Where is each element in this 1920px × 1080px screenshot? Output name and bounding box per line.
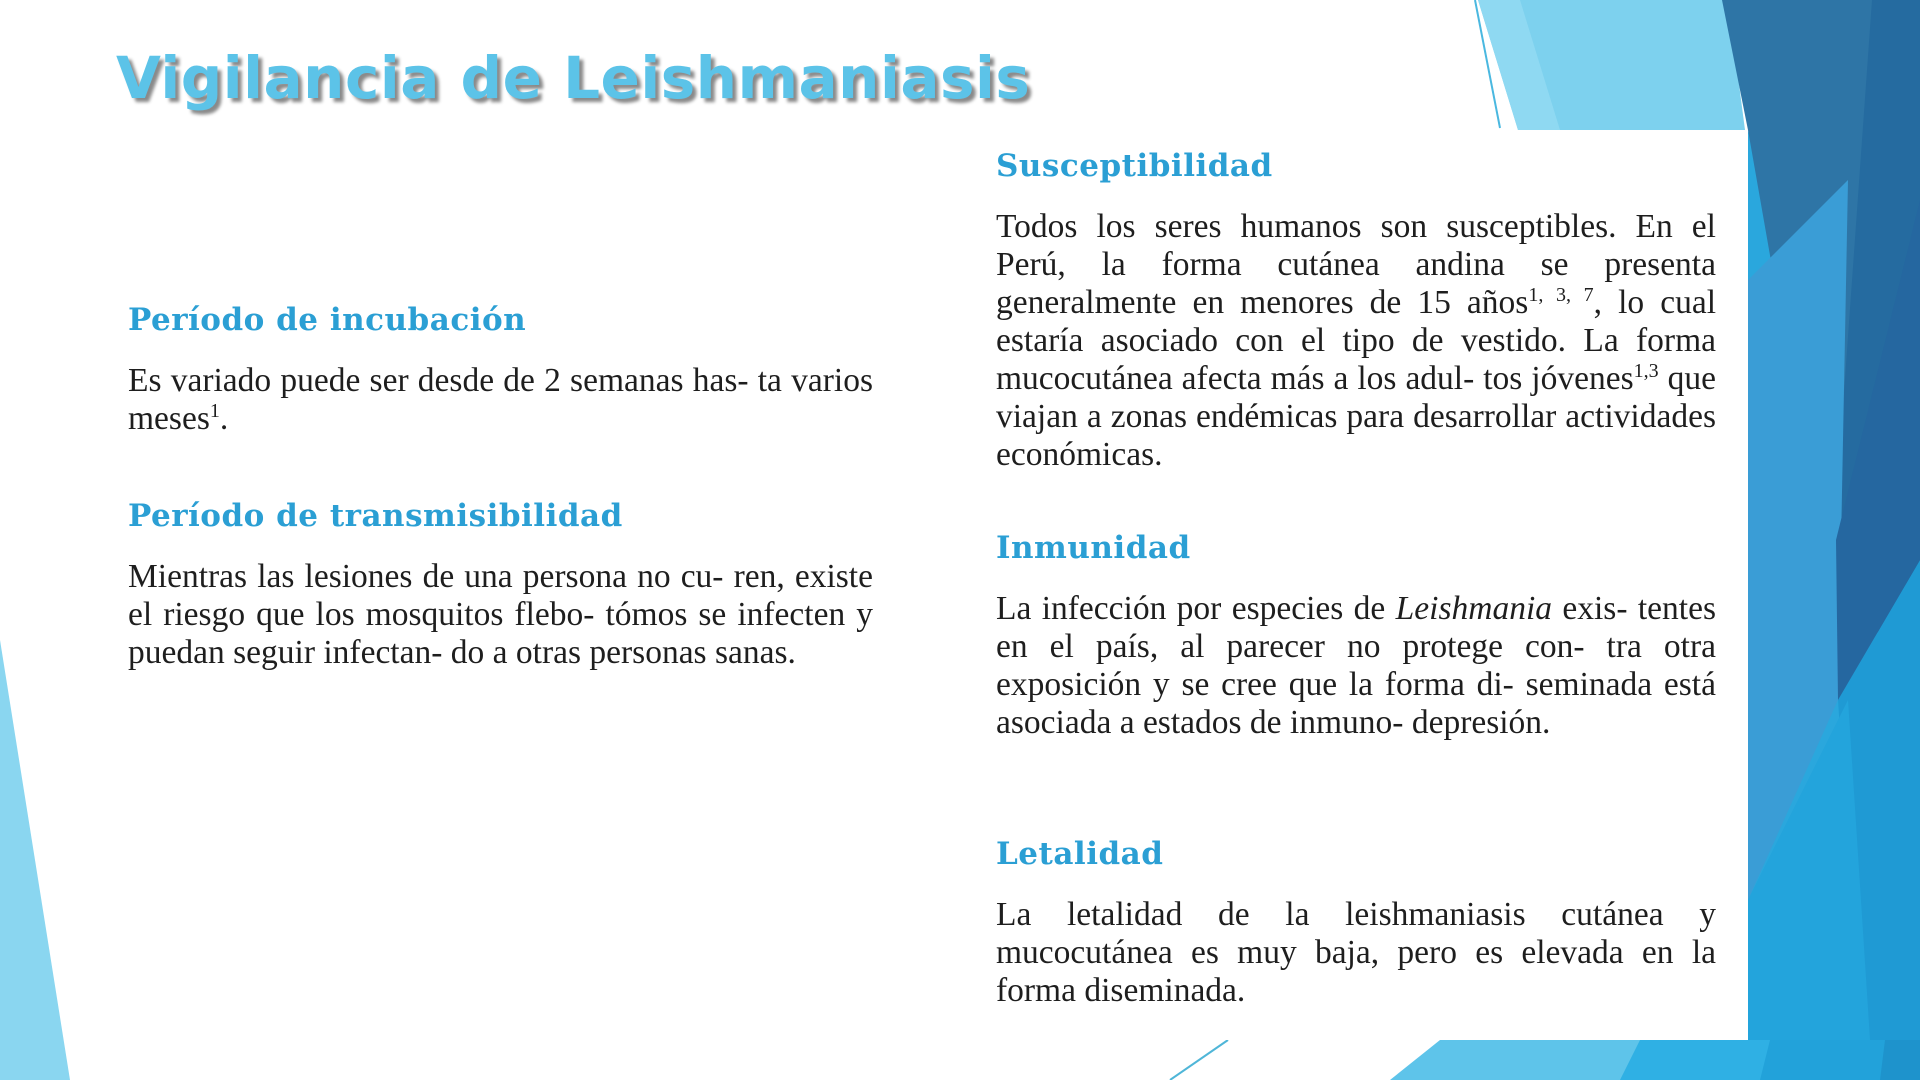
section-heading: Período de transmisibilidad (128, 498, 623, 534)
section-body: La letalidad de la leishmaniasis cutánea y mucocutánea es muy baja, pero es elevada en la forma diseminada. (996, 896, 1716, 1009)
footnote-ref: 1, 3, 7 (1528, 283, 1594, 306)
section-body: Todos los seres humanos son susceptibles. En el Perú, la forma cutánea andina se presenta generalmente en menores de 15 años$^{1, 3, 7}$, lo cual estaría asociado con el tipo de vestido. La forma mucocutánea afecta más a los adul- tos jóvenes$^{1,3}$ que viajan a zonas endémicas para desarrollar actividades económicas. (996, 208, 1717, 473)
section-heading: Susceptibilidad (996, 148, 1273, 184)
section-incubation-period (128, 302, 873, 438)
section-heading: Período de incubación (128, 302, 527, 338)
section-body: La infección por especies de Leishmania exis- tentes en el país, al parecer no protege con- tra otra exposición y se cree que la forma di- seminada está asociada a estados de inmuno- depresión. (996, 590, 1716, 741)
section-heading: Inmunidad (996, 530, 1191, 566)
section-body: Mientras las lesiones de una persona no cu- ren, existe el riesgo que los mosquitos flebo- tómos se infecten y puedan seguir infectan- do a otras personas sanas. (128, 558, 873, 671)
slide-title: Vigilancia de Leishmaniasis (116, 44, 1031, 112)
section-susceptibility (996, 148, 1716, 474)
section-heading: Letalidad (996, 836, 1164, 872)
section-immunity (996, 530, 1716, 742)
species-name: Leishmania (1395, 590, 1553, 627)
footnote-ref: 1,3 (1633, 359, 1659, 382)
section-body: Es variado puede ser desde de 2 semanas has- ta varios meses$^1$. (128, 362, 873, 437)
left-accent-shape (0, 640, 70, 1080)
footnote-ref: 1 (209, 399, 220, 422)
section-lethality (996, 836, 1716, 1010)
section-transmissibility-period (128, 498, 873, 672)
